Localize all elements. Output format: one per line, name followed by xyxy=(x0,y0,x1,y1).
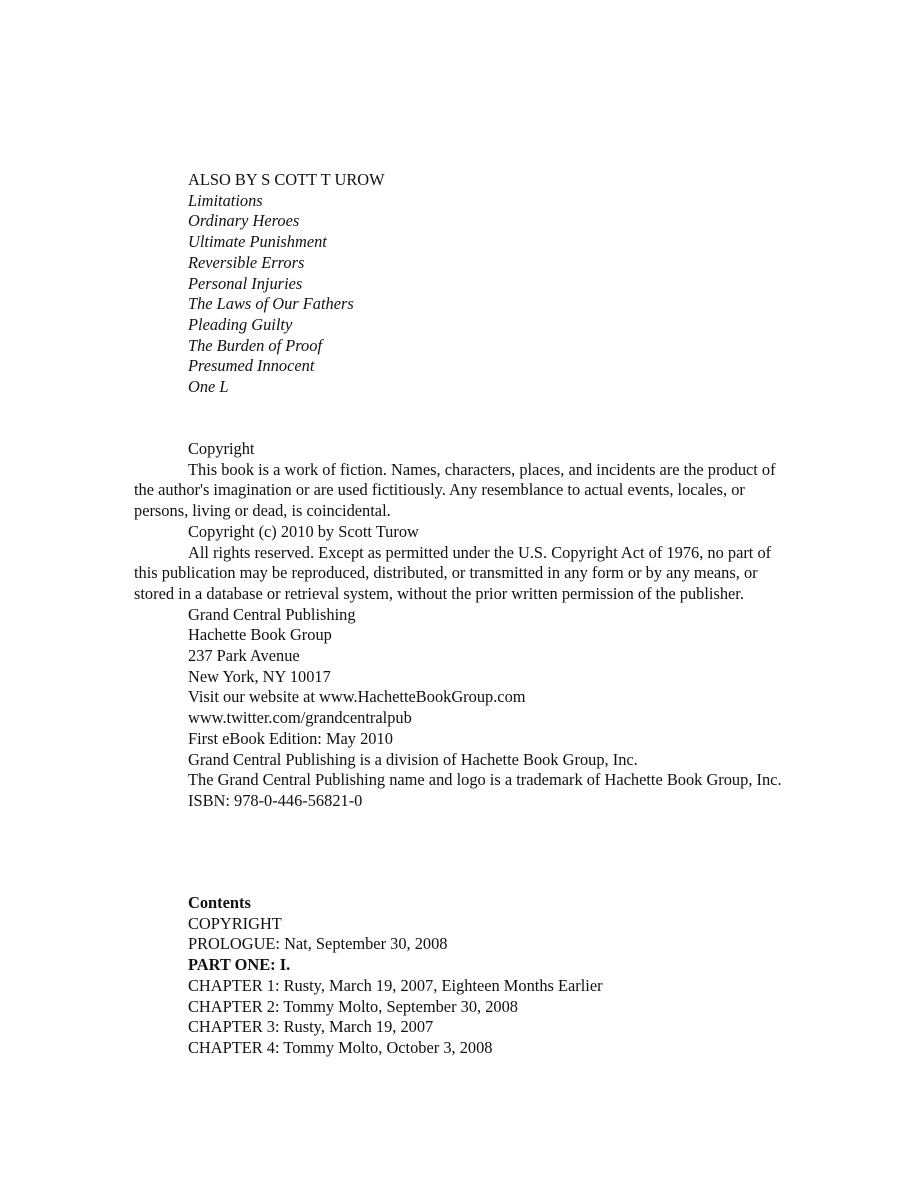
book-title: Ultimate Punishment xyxy=(188,232,327,252)
copyright-heading: Copyright xyxy=(188,439,255,458)
contents-item[interactable]: COPYRIGHT xyxy=(188,913,282,933)
publisher-group: Hachette Book Group xyxy=(188,625,332,645)
book-title: The Burden of Proof xyxy=(188,335,322,355)
fiction-notice: This book is a work of fiction. Names, characters, places, and incidents are the product of the author's imagination or are used fictitiously. Any resemblance to actual events, locales, or persons, living or dead, is coincidental. xyxy=(134,459,776,521)
copyright-section xyxy=(134,439,784,812)
chapter-link[interactable]: CHAPTER 2: Tommy Molto, September 30, 2008 xyxy=(188,996,519,1016)
publisher-city: New York, NY 10017 xyxy=(188,666,331,686)
trademark-notice: The Grand Central Publishing name and logo is a trademark of Hachette Book Group, Inc. xyxy=(188,770,782,790)
contents-item[interactable]: PROLOGUE: Nat, September 30, 2008 xyxy=(188,934,448,954)
division-line: Grand Central Publishing is a division of Hachette Book Group, Inc. xyxy=(188,749,638,769)
book-title: Reversible Errors xyxy=(188,252,305,272)
book-title: Limitations xyxy=(188,190,263,210)
book-title: Pleading Guilty xyxy=(188,314,293,334)
book-title: The Laws of Our Fathers xyxy=(188,294,354,314)
part-heading: PART ONE: I. xyxy=(188,955,291,975)
publisher-name: Grand Central Publishing xyxy=(188,604,356,624)
rights-notice: All rights reserved. Except as permitted under the U.S. Copyright Act of 1976, no part of this publication may be reproduced, distributed, or transmitted in any form or by any means, or stored in a database or retrieval system, without the prior written permission of the publisher. xyxy=(134,542,772,603)
chapter-link[interactable]: CHAPTER 4: Tommy Molto, October 3, 2008 xyxy=(188,1037,493,1057)
book-title: Personal Injuries xyxy=(188,273,303,293)
twitter-line: www.twitter.com/grandcentralpub xyxy=(188,708,412,728)
website-line: Visit our website at www.HachetteBookGroup.com xyxy=(188,687,526,707)
publisher-street: 237 Park Avenue xyxy=(188,646,300,666)
contents-heading: Contents xyxy=(188,893,251,912)
chapter-link[interactable]: CHAPTER 1: Rusty, March 19, 2007, Eighteen Months Earlier xyxy=(188,975,603,995)
contents-section xyxy=(134,893,784,1059)
isbn-line: ISBN: 978-0-446-56821-0 xyxy=(188,790,363,810)
book-title: Ordinary Heroes xyxy=(188,211,300,231)
book-title: One L xyxy=(188,377,229,397)
also-by-heading: ALSO BY S COTT T UROW xyxy=(188,170,385,189)
book-title: Presumed Innocent xyxy=(188,356,315,376)
copyright-line: Copyright (c) 2010 by Scott Turow xyxy=(188,521,419,541)
edition-line: First eBook Edition: May 2010 xyxy=(188,728,393,748)
also-by-section xyxy=(134,170,784,398)
chapter-link[interactable]: CHAPTER 3: Rusty, March 19, 2007 xyxy=(188,1017,434,1037)
